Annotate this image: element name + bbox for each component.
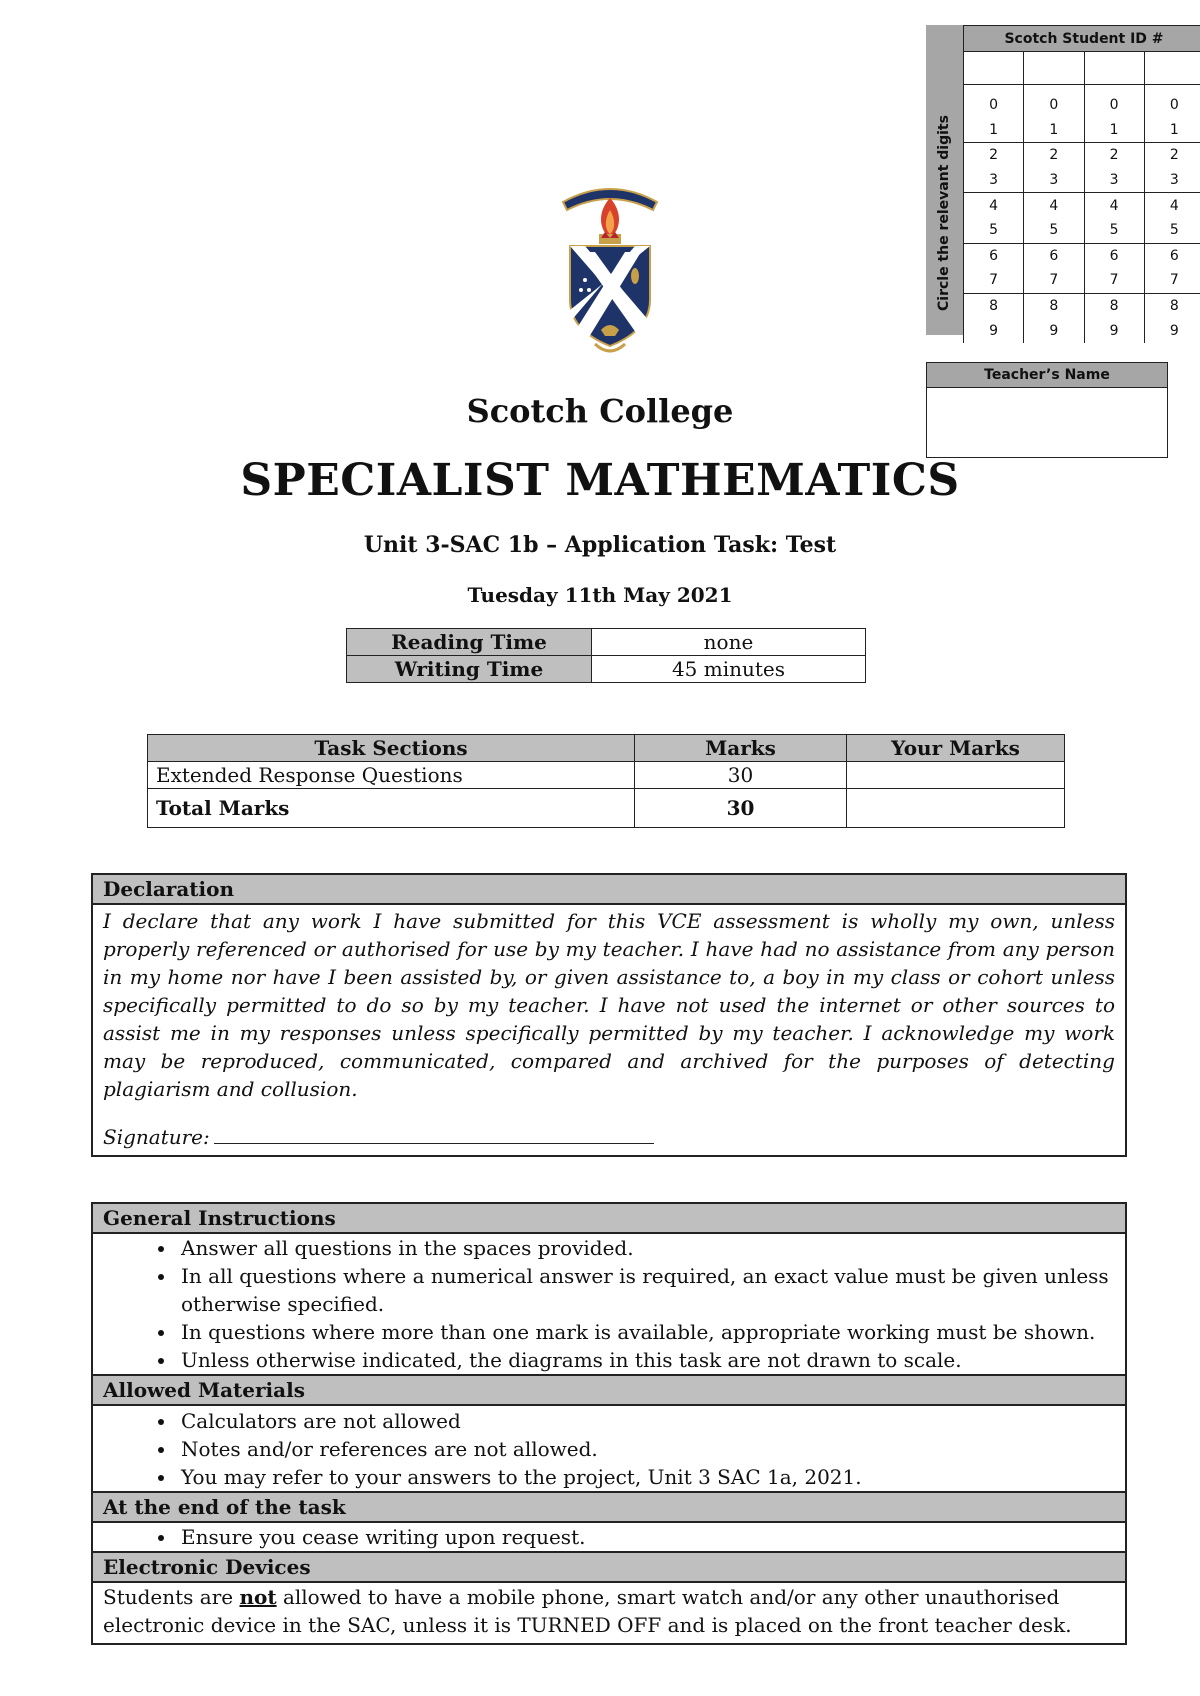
id-digit[interactable]: 7 bbox=[1084, 268, 1144, 293]
table-row bbox=[148, 762, 1065, 789]
id-digit-row bbox=[964, 243, 1200, 268]
allowed-materials-list bbox=[93, 1406, 1125, 1491]
id-entry-cell[interactable] bbox=[1084, 52, 1144, 85]
id-digit[interactable]: 0 bbox=[1084, 93, 1144, 118]
id-digit[interactable]: 2 bbox=[1024, 143, 1084, 168]
general-instructions-list bbox=[93, 1234, 1125, 1374]
allowed-materials-title: Allowed Materials bbox=[93, 1374, 1125, 1406]
section-your-marks[interactable] bbox=[847, 762, 1065, 789]
electronic-devices-title: Electronic Devices bbox=[93, 1551, 1125, 1583]
id-digit[interactable]: 2 bbox=[964, 143, 1024, 168]
writing-time-label: Writing Time bbox=[347, 656, 592, 683]
reading-time-row bbox=[347, 629, 866, 656]
general-instructions-title: General Instructions bbox=[93, 1204, 1125, 1234]
id-digit[interactable]: 4 bbox=[1024, 193, 1084, 218]
id-digit-row bbox=[964, 193, 1200, 218]
writing-time-row bbox=[347, 656, 866, 683]
student-id-grid bbox=[926, 25, 1179, 339]
list-item: • Notes and/or references are not allowed. bbox=[177, 1435, 1125, 1463]
time-table bbox=[346, 628, 866, 683]
id-digit[interactable]: 8 bbox=[1144, 293, 1200, 318]
id-digit-row bbox=[964, 268, 1200, 293]
id-digit[interactable]: 9 bbox=[1084, 318, 1144, 343]
id-digit[interactable]: 5 bbox=[1024, 218, 1084, 243]
list-item: • Ensure you cease writing upon request. bbox=[177, 1523, 1125, 1551]
declaration-box bbox=[91, 873, 1127, 1157]
id-digit[interactable]: 4 bbox=[1144, 193, 1200, 218]
id-entry-cell[interactable] bbox=[1144, 52, 1200, 85]
id-digit[interactable]: 8 bbox=[1084, 293, 1144, 318]
id-digit[interactable]: 4 bbox=[1084, 193, 1144, 218]
id-digit[interactable]: 6 bbox=[1084, 243, 1144, 268]
id-digit[interactable]: 5 bbox=[1144, 218, 1200, 243]
id-digit[interactable]: 9 bbox=[1024, 318, 1084, 343]
id-side-label: Circle the relevant digits bbox=[936, 115, 952, 311]
electronic-text-not: not bbox=[239, 1585, 277, 1609]
id-digit[interactable]: 3 bbox=[1144, 168, 1200, 193]
exam-date: Tuesday 11th May 2021 bbox=[467, 583, 733, 607]
list-item: • In all questions where a numerical answer is required, an exact value must be given unless otherwise specified. bbox=[177, 1262, 1125, 1318]
id-digit[interactable]: 3 bbox=[1024, 168, 1084, 193]
id-digit[interactable]: 6 bbox=[964, 243, 1024, 268]
total-row bbox=[148, 789, 1065, 828]
id-digit[interactable]: 9 bbox=[1144, 318, 1200, 343]
id-digit[interactable]: 0 bbox=[964, 93, 1024, 118]
id-digit-row bbox=[964, 168, 1200, 193]
col-header-marks: Marks bbox=[635, 735, 847, 762]
declaration-text: I declare that any work I have submitted for this VCE assessment is wholly my own, unless properly referenced or authorised for use by my teacher. I have had no assistance from any person in my home nor have I been assisted by, or given assistance to, a boy in my class or cohort unless specifically permitted to do so by my teacher. I have not used the internet or other sources to assist me in my responses unless specifically permitted by my teacher. I acknowledge my work may be reproduced, communicated, compared and archived for the purposes of detecting plagiarism and collusion. bbox=[103, 909, 1115, 1101]
list-item: • Unless otherwise indicated, the diagrams in this task are not drawn to scale. bbox=[177, 1346, 1125, 1374]
id-digit[interactable]: 0 bbox=[1144, 93, 1200, 118]
electronic-devices-text bbox=[93, 1583, 1125, 1639]
id-digit[interactable]: 1 bbox=[1084, 118, 1144, 143]
total-your-marks[interactable] bbox=[847, 789, 1065, 828]
id-digit[interactable]: 1 bbox=[964, 118, 1024, 143]
id-digit[interactable]: 2 bbox=[1144, 143, 1200, 168]
id-digit[interactable]: 7 bbox=[1144, 268, 1200, 293]
id-digit[interactable]: 3 bbox=[964, 168, 1024, 193]
writing-time-value: 45 minutes bbox=[592, 656, 866, 683]
total-label: Total Marks bbox=[148, 789, 635, 828]
end-of-task-list bbox=[93, 1523, 1125, 1551]
id-digit[interactable]: 1 bbox=[1144, 118, 1200, 143]
signature-line[interactable] bbox=[214, 1125, 654, 1144]
list-item: • In questions where more than one mark is available, appropriate working must be shown. bbox=[177, 1318, 1125, 1346]
signature-label: Signature: bbox=[103, 1125, 210, 1149]
end-of-task-title: At the end of the task bbox=[93, 1491, 1125, 1523]
col-header-your-marks: Your Marks bbox=[847, 735, 1065, 762]
id-digit[interactable]: 0 bbox=[1024, 93, 1084, 118]
total-marks: 30 bbox=[635, 789, 847, 828]
id-digit[interactable]: 6 bbox=[1024, 243, 1084, 268]
list-item: • Calculators are not allowed bbox=[177, 1407, 1125, 1435]
id-title: Scotch Student ID # bbox=[964, 26, 1200, 52]
scotch-college-crest-icon bbox=[555, 180, 665, 358]
id-digit-row bbox=[964, 118, 1200, 143]
id-digit-row bbox=[964, 293, 1200, 318]
subject-title: SPECIALIST MATHEMATICS bbox=[240, 455, 960, 506]
id-digit[interactable]: 6 bbox=[1144, 243, 1200, 268]
id-entry-cell[interactable] bbox=[964, 52, 1024, 85]
instructions-box bbox=[91, 1202, 1127, 1645]
id-digit[interactable]: 8 bbox=[964, 293, 1024, 318]
reading-time-value: none bbox=[592, 629, 866, 656]
id-digit-row bbox=[964, 318, 1200, 343]
col-header-task-sections: Task Sections bbox=[148, 735, 635, 762]
id-digit[interactable]: 5 bbox=[964, 218, 1024, 243]
section-name: Extended Response Questions bbox=[148, 762, 635, 789]
id-digit[interactable]: 7 bbox=[964, 268, 1024, 293]
teacher-name-label: Teacher’s Name bbox=[927, 363, 1167, 388]
electronic-text-pre: Students are bbox=[103, 1585, 234, 1609]
id-side-bar bbox=[926, 25, 963, 335]
id-digit-row bbox=[964, 93, 1200, 118]
id-digit[interactable]: 3 bbox=[1084, 168, 1144, 193]
unit-title: Unit 3-SAC 1b – Application Task: Test bbox=[363, 532, 837, 558]
id-digit-row bbox=[964, 218, 1200, 243]
list-item: • You may refer to your answers to the project, Unit 3 SAC 1a, 2021. bbox=[177, 1463, 1125, 1491]
id-digit[interactable]: 4 bbox=[964, 193, 1024, 218]
id-digit-row bbox=[964, 143, 1200, 168]
id-entry-cell[interactable] bbox=[1024, 52, 1084, 85]
id-digit[interactable]: 9 bbox=[964, 318, 1024, 343]
id-digit-table bbox=[963, 25, 1200, 343]
id-digit[interactable]: 7 bbox=[1024, 268, 1084, 293]
signature-row bbox=[93, 1103, 1125, 1149]
reading-time-label: Reading Time bbox=[347, 629, 592, 656]
id-digit[interactable]: 1 bbox=[1024, 118, 1084, 143]
id-digit[interactable]: 8 bbox=[1024, 293, 1084, 318]
college-name: Scotch College bbox=[466, 392, 734, 430]
id-digit[interactable]: 5 bbox=[1084, 218, 1144, 243]
section-marks: 30 bbox=[635, 762, 847, 789]
id-digit[interactable]: 2 bbox=[1084, 143, 1144, 168]
list-item: • Answer all questions in the spaces provided. bbox=[177, 1234, 1125, 1262]
declaration-title: Declaration bbox=[93, 875, 1125, 905]
marks-table bbox=[147, 734, 1065, 828]
electronic-text-post: allowed to have a mobile phone, smart watch and/or any other unauthorised electronic device in the SAC, unless it is TURNED OFF and is placed on the front teacher desk. bbox=[103, 1585, 1072, 1637]
